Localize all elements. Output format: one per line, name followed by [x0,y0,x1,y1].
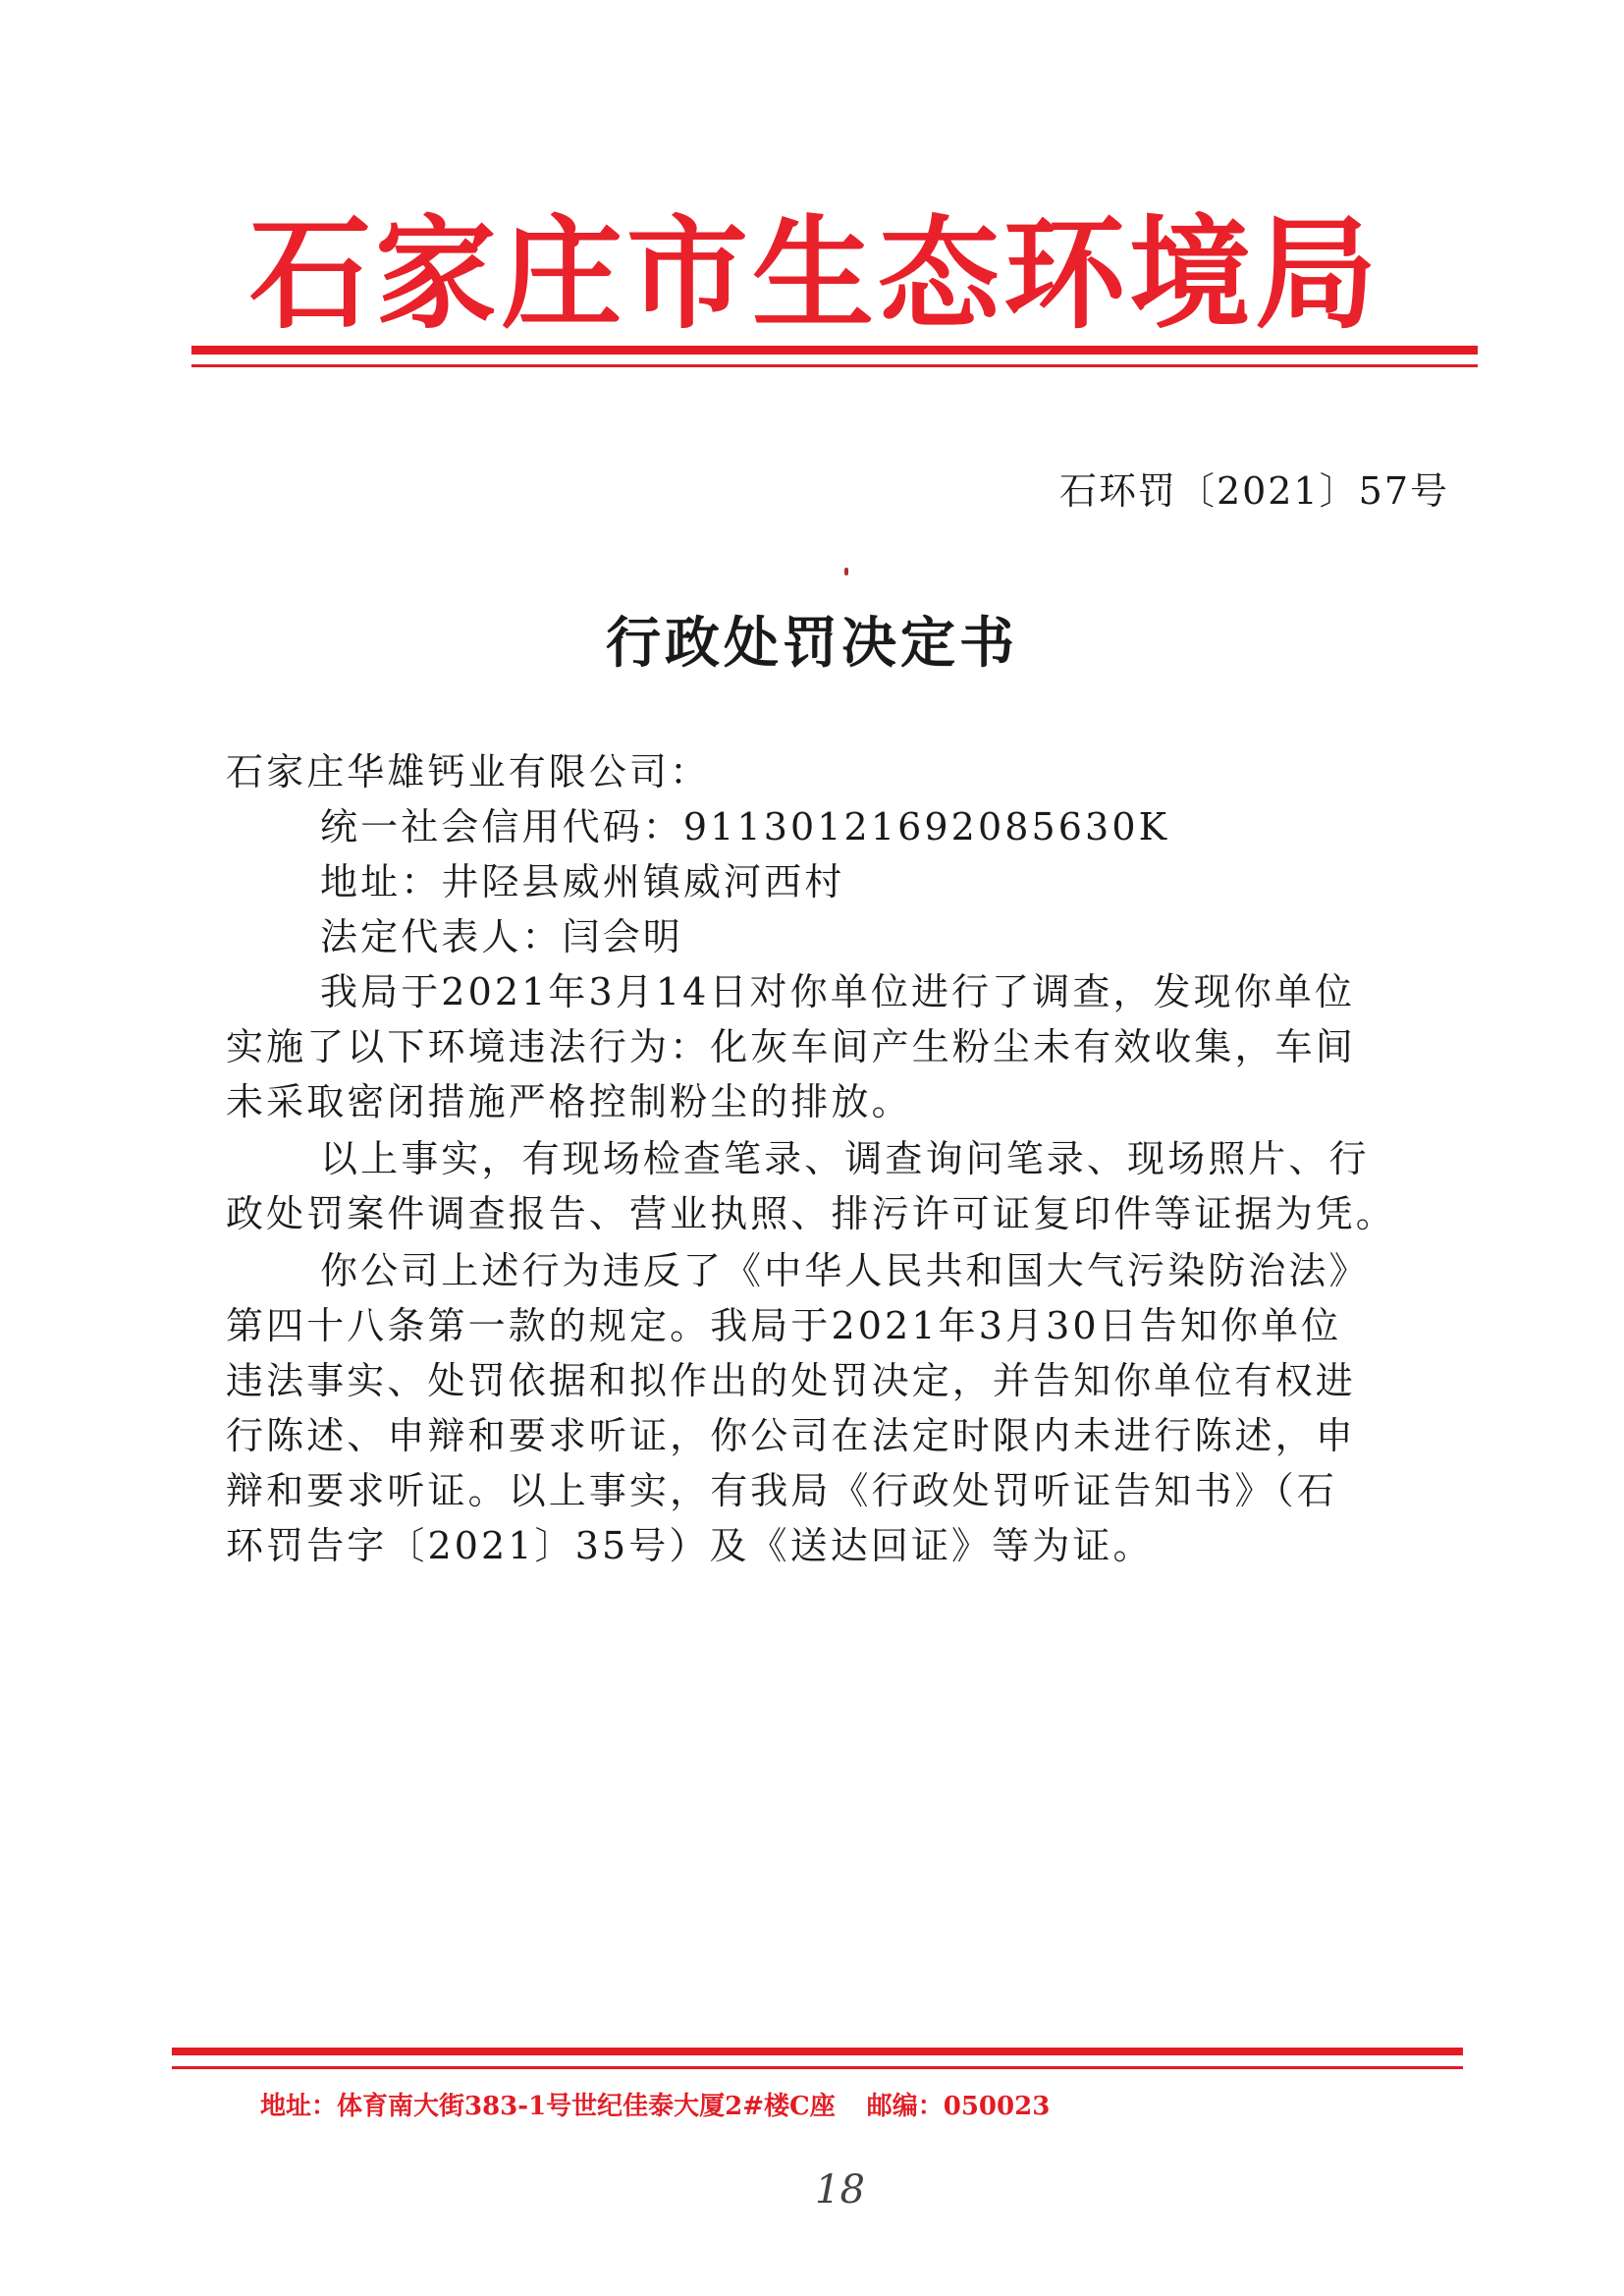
agency-letterhead: 石家庄市生态环境局 [248,203,1380,346]
recipient-legal-rep: 法定代表人：闫会明 [320,915,683,958]
paragraph-1-line-1: 我局于2021年3月14日对你单位进行了调查，发现你单位 [320,970,1356,1013]
handwritten-page-number: 18 [815,2167,865,2213]
paragraph-2-line-2: 政处罚案件调查报告、营业执照、排污许可证复印件等证据为凭。 [226,1192,1396,1235]
footer-address: 地址：体育南大街383-1号世纪佳泰大厦2#楼C座 [260,2092,836,2121]
paragraph-3-line-5: 辩和要求听证。以上事实，有我局《行政处罚听证告知书》（石 [226,1469,1337,1512]
paragraph-3-line-1: 你公司上述行为违反了《中华人民共和国大气污染防治法》 [320,1249,1370,1292]
letterhead-rule-thick [191,346,1478,355]
paragraph-2-line-1: 以上事实，有现场检查笔录、调查询问笔录、现场照片、行 [320,1137,1370,1180]
footer-contact [260,2087,1050,2126]
scan-speck [844,568,848,575]
paragraph-3-line-2: 第四十八条第一款的规定。我局于2021年3月30日告知你单位 [226,1304,1342,1347]
paragraph-3-line-4: 行陈述、申辩和要求听证，你公司在法定时限内未进行陈述，申 [226,1414,1356,1457]
recipient-company: 石家庄华雄钙业有限公司： [226,750,711,793]
paragraph-3-line-6: 环罚告字〔2021〕35号）及《送达回证》等为证。 [226,1524,1154,1567]
paragraph-1-line-3: 未采取密闭措施严格控制粉尘的排放。 [226,1080,912,1123]
paragraph-1-line-2: 实施了以下环境违法行为：化灰车间产生粉尘未有效收集，车间 [226,1025,1356,1068]
footer-rule-thick [172,2048,1463,2055]
document-title: 行政处罚决定书 [606,611,1018,676]
footer-postcode: 邮编：050023 [866,2092,1051,2121]
letterhead-rule-thin [191,364,1478,367]
recipient-credit-code: 统一社会信用代码：91130121692085630K [320,805,1170,848]
document-number: 石环罚〔2021〕57号 [1058,469,1449,513]
footer-rule-thin [172,2066,1463,2069]
paragraph-3-line-3: 违法事实、处罚依据和拟作出的处罚决定，并告知你单位有权进 [226,1359,1356,1402]
recipient-address: 地址：井陉县威州镇威河西村 [320,860,845,903]
